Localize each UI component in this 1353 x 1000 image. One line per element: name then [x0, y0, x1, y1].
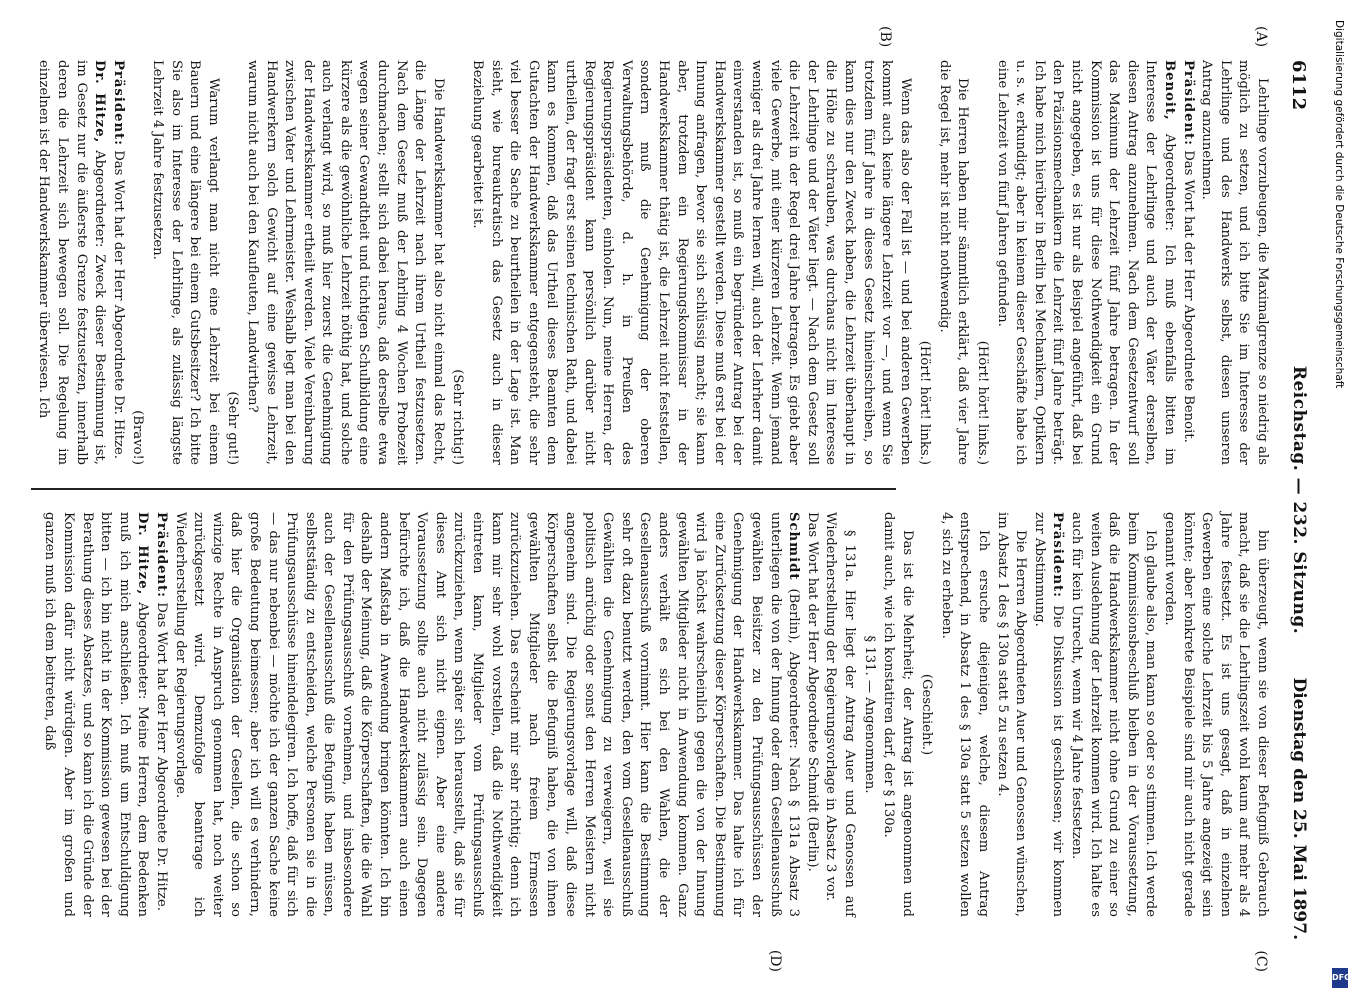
speech-paragraph — [992, 60, 1178, 465]
body-paragraph: Lehrlinge vorzubeugen, die Maximalgrenze so niedrig als möglich zu setzen, und ich bitte Sie im Interesse der Lehrlinge und des Handwerks selbst, diesen unseren Antrag anzunehmen. — [1199, 60, 1270, 465]
speaker-name: Dr. Hitze, — [92, 60, 108, 144]
session-date: Dienstag den 25. Mai 1897. — [1289, 677, 1309, 940]
speaker-name: Dr. Hitze, — [135, 512, 151, 596]
speech-paragraph — [1029, 512, 1066, 917]
speech-text: Das Wort hat der Herr Abgeordnete Dr. Hitze. — [153, 602, 169, 911]
dfg-logo-icon: DFG — [1332, 968, 1348, 988]
margin-mark-c: (C) — [1253, 950, 1269, 972]
left-text-column — [34, 60, 1271, 465]
interjection: (Hört! hört! links.) — [917, 340, 933, 465]
speaker-name: Benoit, — [1162, 60, 1178, 121]
speech-paragraph — [1178, 60, 1197, 465]
body-paragraph: Ich ersuche diejenigen, welche, diesem Antrag entsprechend, in Absatz 1 des § 130a statt 5 setzen wollen 4, sich zu erheben. — [938, 512, 992, 917]
speech-text: Das Wort hat der Herr Abgeordnete Schmidt (Berlin). — [804, 512, 820, 872]
page-sheet — [36, 26, 1311, 972]
column-divider — [31, 488, 896, 490]
speaker-name: Präsident: — [153, 512, 169, 599]
body-paragraph: Die Herren Abgeordneten Auer und Genossen wünschen, im Absatz 1 des § 130a statt 5 zu setzen 4. — [994, 512, 1029, 917]
speaker-name: Präsident: — [1050, 512, 1066, 599]
speech-text: Das Wort hat der Herr Abgeordnete Benoit. — [1180, 150, 1196, 443]
funding-note: Digitalisierung gefördert durch die Deutsche Forschungsgemeinschaft — [1333, 20, 1345, 389]
speaker-name: Präsident: — [1180, 60, 1196, 147]
speech-text: Abgeordneter: Zweck dieser Bestimmung ist, im Gesetz nur die äußerste Grenze festzusetzen, innerhalb deren die Lehrzeit sich bewegen soll. Die Regelung im einzelnen ist der Handwerkskammer überwiesen. Ich — [36, 60, 108, 465]
interjection: (Geschieht.) — [919, 673, 935, 756]
session-title: Reichstag. — 232. Sitzung. — [1289, 365, 1309, 635]
right-text-column — [40, 512, 1271, 917]
speaker-name: Präsident: — [110, 60, 126, 147]
body-paragraph: Die Handwerkskammer hat also nicht einmal das Recht, die Länge der Lehrzeit nach ihrem Urtheil festzusetzen. Nach dem Gesetz muß der Lehrling 4 Wochen Probezeit durchmachen; stellt sich dabei heraus, daß derselbe etwa wegen seiner Gewandtheit und tüchtigen Schulbildung eine kürzere als die gewöhnliche Lehrzeit nöthig hat, und solche auch verlangt wird, so muß hier zuerst die Genehmigung der Handwerkskammer ertheilt werden. Viele Vereinbarung zwischen Vater und Lehrmeister. Weshalb legt man bei den Handwerkern solch Gewicht auf eine gewisse Lehrzeit, warum nicht auch bei den Kaufleuten, Landwirthen? — [244, 60, 446, 465]
digitization-footer — [1331, 20, 1349, 990]
margin-mark-d: (D) — [767, 949, 783, 972]
body-paragraph: bin überzeugt, wenn sie von dieser Befugniß Gebrauch macht, daß sie die Lehrlingszeit wohl kaum auf mehr als 4 Jahre festsetzt. Es ist uns gesagt, daß in einzelnen Gewerben eine solche Lehrzeit bis 5 Jahre angezeigt sein könnte; aber konkrete Beispiele sind mir auch nicht gerade genannt worden. — [1162, 512, 1270, 917]
margin-mark-a: (A) — [1253, 26, 1269, 48]
interjection: (Bravo!) — [130, 410, 146, 465]
speech-text: Die Diskussion ist geschlossen; wir kommen zur Abstimmung. — [1031, 512, 1066, 917]
speech-paragraph — [40, 512, 152, 917]
body-paragraph: Wenn das also der Fall ist — und bei anderen Gewerben kommt auch keine längere Lehrzeit vor —, und wenn Sie trotzdem fünf Jahre in dieses Gesetz hineinschreiben, so kann dies nur den Zweck haben, die Lehrzeit überhaupt in die Höhe zu schrauben, was durchaus nicht im Interesse der Lehrlinge und der Väter liegt. — Nach dem Gesetz soll die Lehrzeit in der Regel drei Jahre betragen. Es giebt aber viele Gewerbe, mit einer kürzeren Lehrzeit. Wenn jemand weniger als drei Jahre lernen will, auch der Lehrherr damit einverstanden ist, so muß ein begründeter Antrag bei der Handwerkskammer gestellt werden. Diese muß erst bei der Innung anfragen, bevor sie sich schlüssig macht; sie kann aber, trotzdem ein Regierungskommissar in der Handwerkskammer thätig ist, die Lehrzeit nicht feststellen, sondern muß die Genehmigung der oberen Verwaltungsbehörde, d. h. in Preußen des Regierungspräsidenten, einholen. Nun, meine Herren, der Regierungspräsident kann persönlich darüber nicht urtheilen, der fragt erst seinen technischen Rath, und dabei kann es kommen, daß das Urtheil dieses Beamten dem Gutachten der Handwerkskammer entgegensteht, die sehr viel besser die Sache zu beurtheilen in der Lage ist. Man sieht, wie bureaukratisch das Gesetz auch in dieser Beziehung gearbeitet ist. — [470, 60, 913, 465]
speech-paragraph — [170, 512, 802, 917]
body-paragraph: § 131a. Hier liegt der Antrag Auer und Genossen auf Wiederherstellung der Regierungsvorlage in Absatz 3 vor. — [823, 512, 857, 917]
interjection: (Sehr richtig!) — [450, 369, 466, 465]
interjection: (Sehr gut!) — [225, 391, 241, 465]
body-paragraph: Ich glaube also, man kann so oder so stimmen. Ich werde beim Kommissionsbeschluß bleiben in der Voraussetzung, daß die Handwerkskammer nicht ohne Grund zu einer so weiten Ausdehnung der Lehrzeit kommen wird. Ich halte es auch für kein Unrecht, wenn wir 4 Jahre festsetzen. — [1069, 512, 1159, 917]
speech-text: Abgeordneter: Ich muß ebenfalls bitten im Interesse der Lehrlinge und auch der Väter derselben, diesen Antrag anzunehmen. Nach dem Gesetzentwurf soll das Maximum der Lehrzeit fünf Jahre betragen. In der Kommission ist uns für diese Nothwendigkeit ein Grund nicht angegeben, es ist nur als Beispiel angeführt, daß bei den Präzisionsmechanikern die Lehrzeit fünf Jahre beträgt. Ich habe mich hierüber in Berlin bei Mechanikern, Optikern u. s. w. erkundigt; aber in keinem dieser Geschäfte habe ich eine Lehrzeit von fünf Jahren gefunden. — [994, 60, 1178, 465]
speech-text: (Berlin), Abgeordneter: Nach § 131a Absatz 3 unterliegen die von der Innung oder dem Gesellenausschuß gewählten Beisitzer zu den Prüfungsausschüssen der Genehmigung der Handwerkskammer. Das halte ich für eine Zurücksetzung dieser Körperschaften. Die Bestimmung wird ja höchst wahrscheinlich gegen die von der Innung gewählten Mitglieder nicht in Anwendung kommen. Ganz anders verhält es sich bei den Wahlen, die der Gesellenausschuß vornimmt. Hier kann die Bestimmung sehr oft dazu benutzt werden, den vom Gesellenausschuß Gewählten die Genehmigung zu verweigern, weil sie politisch anrüchig oder sonst den Herren Meistern nicht angenehm sind. Die Regierungsvorlage will, daß diese Körperschaften selbst die Befugniß haben, die von ihnen gewählten Mitglieder nach freiem Ermessen zurückzuziehen. Das erscheint mir sehr richtig; denn ich kann mir sehr wohl vorstellen, daß die Nothwendigkeit eintreten kann, Mitglieder vom Prüfungsausschuß zurückzuziehen, wenn später sich herausstellt, daß sie für dieses Amt sich nicht eignen. Aber eine andere Voraussetzung sollte auch nicht zulässig sein. Dagegen befürchte ich, daß die Handwerkskammern auch einen andern Maßstab in Anwendung bringen könnten. Ich bin deshalb der Meinung, daß die Körperschaften, die die Wahl für den Prüfungsausschuß vornehmen, und insbesondere auch der Gesellenausschuß die Befugniß haben müssen, selbstständig zu entscheiden, welche Personen sie in die Prüfungsausschüsse hineindelegiren. Ich hoffe, daß für sich — das nur nebenbei — möchte ich der ganzen Sache keine große Bedeutung beimessen; aber ich will es verhindern, daß hier die Organisation der Gesellen, die schon so winzige Rechte in Anspruch genommen hat, noch weiter zurückgesetzt wird. Demzufolge beantrage ich Wiederherstellung der Regierungsvorlage. — [172, 512, 802, 917]
speech-paragraph — [34, 60, 108, 465]
running-header — [1281, 60, 1311, 940]
speech-text: Abgeordneter: Meine Herren, dem Bedenken muß ich mich anschließen. Ich muß um Entschuldigung bitten — ich bin nicht in der Kommission gewesen bei der Berathung dieses Absatzes, und so kann ich die Gründe der Kommission dafür nicht würdigen. Aber im großen und ganzen muß ich dem beitreten, daß — [42, 512, 151, 918]
page-number: 6112 — [1288, 60, 1309, 111]
interjection: § 131. — Angenommen. — [861, 635, 877, 794]
margin-mark-b: (B) — [877, 26, 893, 48]
speech-text: Das Wort hat der Herr Abgeordnete Dr. Hitze. — [110, 150, 126, 459]
speech-paragraph — [108, 60, 127, 465]
speaker-name: Schmidt — [786, 512, 802, 581]
body-paragraph: Das ist die Mehrheit; der Antrag ist angenommen und damit auch, wie ich konstatiren darf, der § 130a. — [881, 512, 915, 917]
body-paragraph: Warum verlangt man nicht eine Lehrzeit bei einem Bauern und eine längere bei einem Gutsbesitzer? Ich bitte Sie also im Interesse der Lehrlinge, als zulässig längste Lehrzeit 4 Jahre festzusetzen. — [149, 60, 221, 465]
interjection: (Hört! hört! links.) — [975, 340, 991, 465]
speech-paragraph — [802, 512, 821, 917]
speech-paragraph — [151, 512, 170, 917]
body-paragraph: Die Herren haben mir sämmtlich erklärt, daß vier Jahre die Regel ist, mehr ist nicht nothwendig. — [936, 60, 971, 465]
